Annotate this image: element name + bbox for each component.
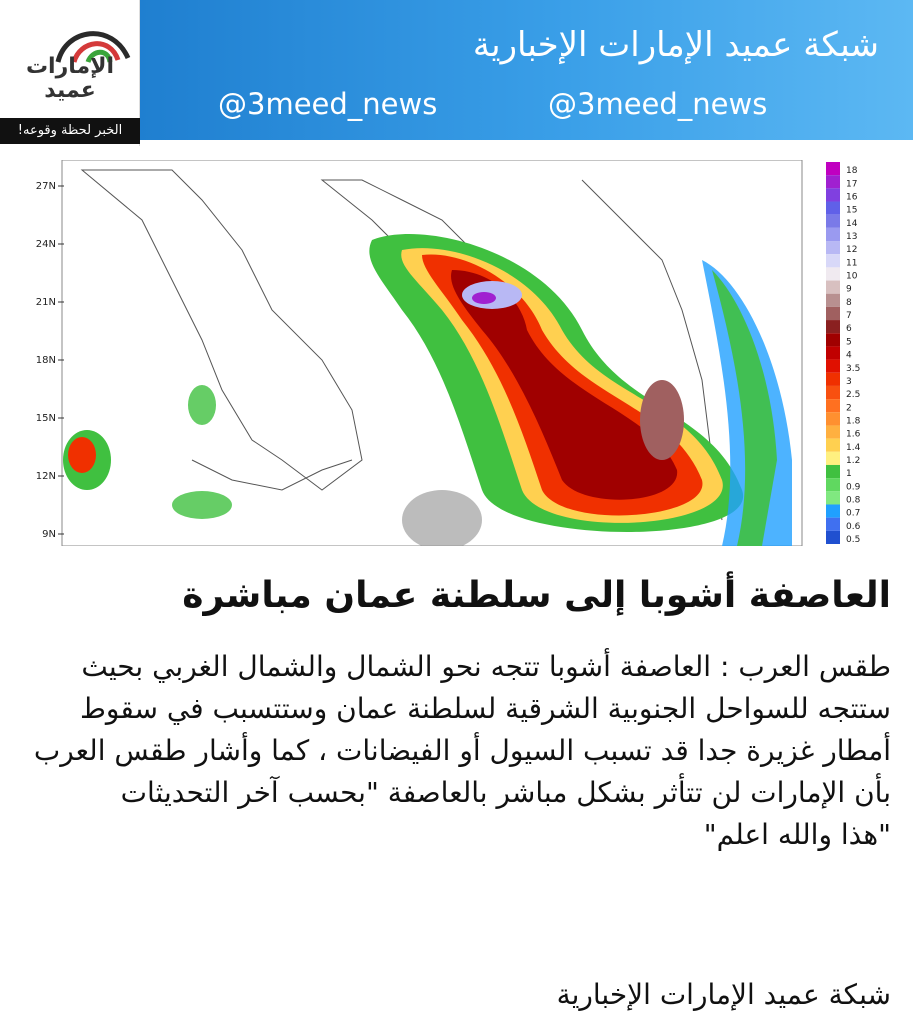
header-banner [140,0,913,140]
legend-swatch [826,267,840,280]
legend-swatch [826,465,840,478]
latitude-label: 12N [35,471,56,482]
legend-swatch [826,412,840,425]
legend-swatch [826,425,840,438]
twitter-handle[interactable]: @3meed_news [218,87,438,121]
legend-swatch [826,294,840,307]
legend-value: 0.7 [846,508,861,519]
header [0,0,913,146]
legend-value: 18 [846,166,858,177]
article-paragraph: طقس العرب : العاصفة أشوبا تتجه نحو الشمال والشمال الغربي بحيث ستتجه للسواحل الجنوبية الشرقية لسلطنة عمان وستتسبب في سقوط أمطار غزيرة جدا قد تسبب السيول أو الفيضانات ، كما وأشار طقس العرب بأن الإمارات لن تتأثر بشكل مباشر بالعاصفة "بحسب آخر التحديثات [33,650,891,809]
legend-swatch [826,254,840,267]
legend-swatch [826,281,840,294]
twitter-handle[interactable]: @3meed_news [548,87,768,121]
logo-tagline: الخبر لحظة وقوعه! [0,118,140,144]
legend-swatch [826,452,840,465]
latitude-label: 27N [35,181,56,192]
legend-swatch [826,241,840,254]
legend-swatch [826,531,840,544]
legend-value: 6 [846,324,852,335]
legend-value: 1 [846,469,852,480]
legend-swatch [826,202,840,215]
legend-value: 3 [846,376,852,387]
legend-value: 1.2 [846,455,861,466]
legend-swatch [826,478,840,491]
legend-swatch [826,215,840,228]
legend-swatch [826,346,840,359]
legend-swatch [826,333,840,346]
legend-value: 15 [846,205,858,216]
latitude-label: 9N [42,529,56,540]
legend-value: 9 [846,284,852,295]
legend-swatch [826,228,840,241]
logo[interactable] [0,0,140,146]
legend-value: 0.6 [846,521,861,532]
legend-value: 7 [846,311,852,322]
legend-value: 2 [846,403,852,414]
article-headline: العاصفة أشوبا إلى سلطنة عمان مباشرة [182,575,891,616]
legend-swatch [826,491,840,504]
latitude-label: 24N [35,239,56,250]
latitude-label: 15N [35,413,56,424]
legend-value: 1.6 [846,429,861,440]
legend-swatch [826,373,840,386]
latitude-label: 18N [35,355,56,366]
legend-swatch [826,175,840,188]
legend-swatch [826,320,840,333]
rainfall-forecast-map [22,160,890,546]
legend-value: 0.5 [846,535,861,545]
legend-swatch [826,307,840,320]
legend-value: 17 [846,179,858,190]
legend-value: 2.5 [846,390,861,401]
legend-swatch [826,399,840,412]
legend-value: 5 [846,337,852,348]
article-footer-signature: شبكة عميد الإمارات الإخبارية [556,978,891,1011]
network-title: شبكة عميد الإمارات الإخبارية [472,25,879,65]
legend-swatch [826,518,840,531]
legend-value: 1.8 [846,416,861,427]
legend-swatch [826,162,840,175]
legend-value: 12 [846,245,858,256]
latitude-label: 21N [35,297,56,308]
legend-value: 1.4 [846,442,861,453]
legend-swatch [826,439,840,452]
legend-value: 0.9 [846,482,861,493]
logo-name: الإمارات عميد [25,54,115,103]
legend-value: 4 [846,350,852,361]
legend-value: 0.8 [846,495,861,506]
legend-value: 11 [846,258,858,269]
legend-swatch [826,386,840,399]
legend-value: 13 [846,232,858,243]
legend-swatch [826,504,840,517]
legend-value: 16 [846,192,858,203]
legend-swatch [826,188,840,201]
legend-swatch [826,360,840,373]
legend-value: 3.5 [846,363,861,374]
legend-value: 10 [846,271,858,282]
legend-value: 14 [846,218,858,229]
legend-value: 8 [846,297,852,308]
article-closing: "هذا والله اعلم" [703,818,891,851]
article-body [30,646,891,856]
